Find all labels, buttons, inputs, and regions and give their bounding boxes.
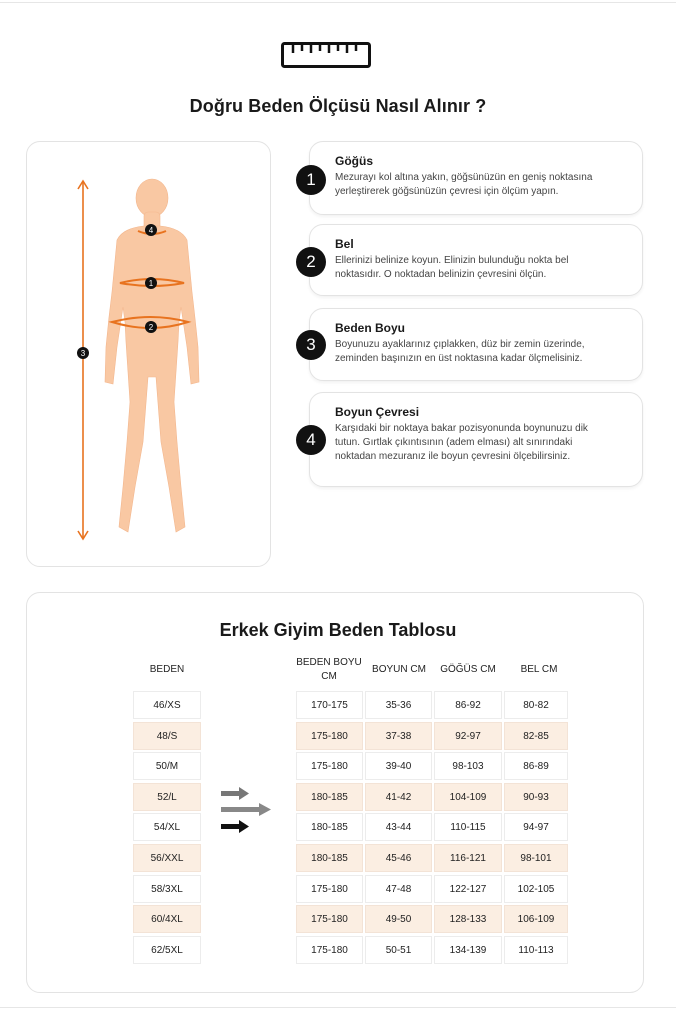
height-cell: 180-185 [296, 844, 363, 872]
height-arrow [78, 181, 88, 539]
step-number-badge: 2 [296, 247, 326, 277]
chest-column-header: GÖĞÜS CM [440, 664, 496, 675]
size-column-header: BEDEN [149, 664, 185, 675]
bottom-divider [0, 1007, 676, 1008]
neck-column-header: BOYUN CM [372, 664, 426, 675]
height-cell: 175-180 [296, 722, 363, 750]
height-column-header: BEDEN BOYU CM [296, 657, 362, 682]
neck-cell: 49-50 [365, 905, 432, 933]
figure-marker-4 [145, 224, 157, 236]
step-description: Karşıdaki bir noktaya bakar pozisyonunda boynunuzu dik tutun. Gırtlak çıkıntısının (adem elması) alt sınırındaki noktadan mezuranız ile boyun çevresini ölçebilirsiniz. [335, 423, 588, 462]
neck-cell: 47-48 [365, 875, 432, 903]
waist-cell: 106-109 [504, 905, 568, 933]
neck-cell: 43-44 [365, 813, 432, 841]
step-card-chest [309, 141, 643, 215]
height-cell: 170-175 [296, 691, 363, 719]
waist-cell: 86-89 [504, 752, 568, 780]
neck-cell: 35-36 [365, 691, 432, 719]
figure-marker-2 [145, 321, 157, 333]
waist-column-header: BEL CM [520, 664, 558, 675]
size-cell: 56/XXL [133, 844, 201, 872]
size-cell: 54/XL [133, 813, 201, 841]
svg-text:4: 4 [148, 226, 154, 235]
step-card-waist [309, 224, 643, 296]
chest-cell: 134-139 [434, 936, 502, 964]
step-title: Bel [335, 237, 354, 251]
step-number-badge: 1 [296, 165, 326, 195]
step-number-badge: 3 [296, 330, 326, 360]
height-cell: 175-180 [296, 752, 363, 780]
step-card-neck [309, 392, 643, 487]
neck-cell: 50-51 [365, 936, 432, 964]
waist-cell: 110-113 [504, 936, 568, 964]
height-cell: 180-185 [296, 813, 363, 841]
step-description: Ellerinizi belinize koyun. Elinizin bulunduğu nokta bel noktasıdır. O noktadan belinizin çevresini ölçün. [335, 255, 569, 280]
svg-text:3: 3 [80, 349, 86, 358]
waist-cell: 94-97 [504, 813, 568, 841]
body-figure-card [26, 141, 271, 567]
svg-text:2: 2 [148, 323, 154, 332]
guide-title: Doğru Beden Ölçüsü Nasıl Alınır ? [189, 96, 487, 116]
size-cell: 48/S [133, 722, 201, 750]
height-cell: 175-180 [296, 905, 363, 933]
waist-cell: 98-101 [504, 844, 568, 872]
size-cell: 46/XS [133, 691, 201, 719]
step-card-height [309, 308, 643, 381]
step-title: Göğüs [335, 154, 373, 168]
waist-cell: 102-105 [504, 875, 568, 903]
chest-cell: 98-103 [434, 752, 502, 780]
step-title: Boyun Çevresi [335, 405, 420, 419]
step-description: Boyunuzu ayaklarınız çıplakken, düz bir zemin üzerinde, zeminden başınızın en üst noktasına kadar ölçmelisiniz. [335, 339, 585, 364]
height-cell: 175-180 [296, 875, 363, 903]
chest-cell: 86-92 [434, 691, 502, 719]
waist-cell: 90-93 [504, 783, 568, 811]
step-number-badge: 4 [296, 425, 326, 455]
svg-text:1: 1 [148, 279, 154, 288]
chest-cell: 104-109 [434, 783, 502, 811]
step-title: Beden Boyu [335, 321, 406, 335]
size-cell: 50/M [133, 752, 201, 780]
ruler-icon [281, 42, 371, 68]
size-cell: 62/5XL [133, 936, 201, 964]
neck-cell: 41-42 [365, 783, 432, 811]
waist-cell: 80-82 [504, 691, 568, 719]
neck-cell: 39-40 [365, 752, 432, 780]
waist-cell: 82-85 [504, 722, 568, 750]
pointer-arrows-icon [219, 786, 275, 838]
chest-cell: 122-127 [434, 875, 502, 903]
step-description: Mezurayı kol altına yakın, göğsünüzün en geniş noktasına yerleştirerek göğsünüzün çevresi için ölçüm yapın. [335, 172, 593, 197]
chest-cell: 92-97 [434, 722, 502, 750]
height-cell: 180-185 [296, 783, 363, 811]
size-table-title: Erkek Giyim Beden Tablosu [219, 620, 457, 640]
neck-cell: 37-38 [365, 722, 432, 750]
size-cell: 60/4XL [133, 905, 201, 933]
size-cell: 52/L [133, 783, 201, 811]
figure-marker-1 [145, 277, 157, 289]
neck-cell: 45-46 [365, 844, 432, 872]
body-figure-illustration [27, 142, 272, 568]
chest-cell: 116-121 [434, 844, 502, 872]
chest-cell: 128-133 [434, 905, 502, 933]
height-cell: 175-180 [296, 936, 363, 964]
chest-cell: 110-115 [434, 813, 502, 841]
size-cell: 58/3XL [133, 875, 201, 903]
top-divider [0, 2, 676, 3]
figure-marker-3 [77, 347, 89, 359]
